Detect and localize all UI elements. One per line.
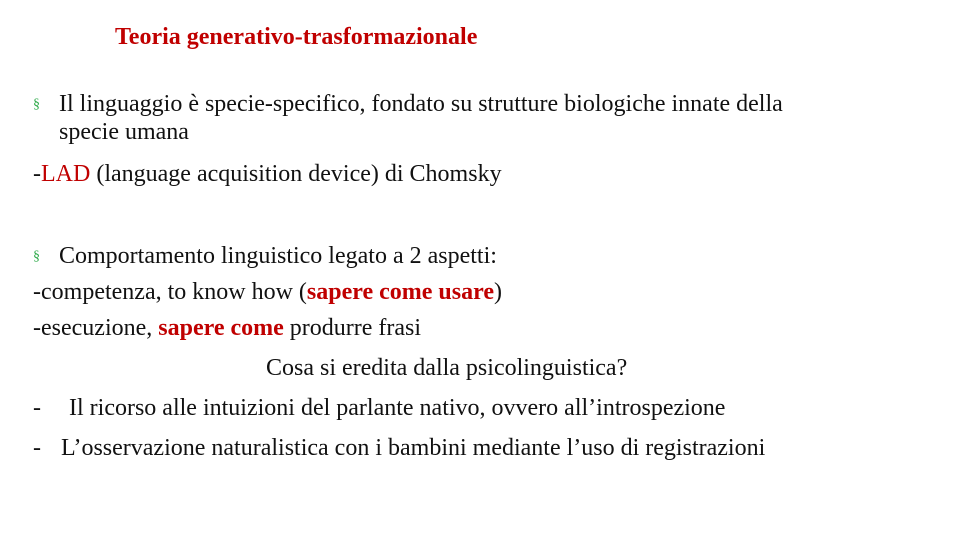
esecuzione-highlight: sapere come — [158, 315, 284, 341]
lad-label: LAD — [41, 161, 91, 187]
bullet-icon: § — [33, 97, 40, 112]
list-item-osservazione — [33, 432, 765, 464]
innate-continuation — [59, 116, 189, 148]
dash-marker: - — [33, 395, 41, 421]
innate-text: Il linguaggio è specie-specifico, fondato su strutture biologiche innate della — [59, 91, 783, 117]
competenza-prefix: -competenza, to know how ( — [33, 279, 307, 305]
dash-marker: - — [33, 435, 41, 461]
lad-description: (language acquisition device) di Chomsky — [90, 161, 502, 187]
lad-line — [33, 158, 502, 190]
competenza-suffix: ) — [494, 279, 502, 305]
osservazione-text: L’osservazione naturalistica con i bambini mediante l’uso di registrazioni — [61, 435, 766, 461]
innate-text-cont: specie umana — [59, 119, 189, 145]
intuizioni-text: Il ricorso alle intuizioni del parlante nativo, ovvero all’introspezione — [69, 395, 726, 421]
list-item-intuizioni — [33, 392, 725, 424]
psycholinguistics-question — [266, 352, 627, 384]
competenza-line — [33, 276, 502, 308]
esecuzione-prefix: -esecuzione, — [33, 315, 159, 341]
question-text: Cosa si eredita dalla psicolinguistica? — [266, 355, 628, 381]
esecuzione-suffix: produrre frasi — [283, 315, 422, 341]
bullet-line-behavior — [33, 240, 497, 273]
esecuzione-line — [33, 312, 421, 344]
slide-title: Teoria generativo-trasformazionale — [115, 24, 478, 50]
behavior-text: Comportamento linguistico legato a 2 aspetti: — [59, 243, 497, 269]
competenza-highlight: sapere come usare — [306, 279, 494, 305]
lad-prefix: - — [33, 161, 41, 187]
bullet-icon: § — [33, 249, 40, 264]
